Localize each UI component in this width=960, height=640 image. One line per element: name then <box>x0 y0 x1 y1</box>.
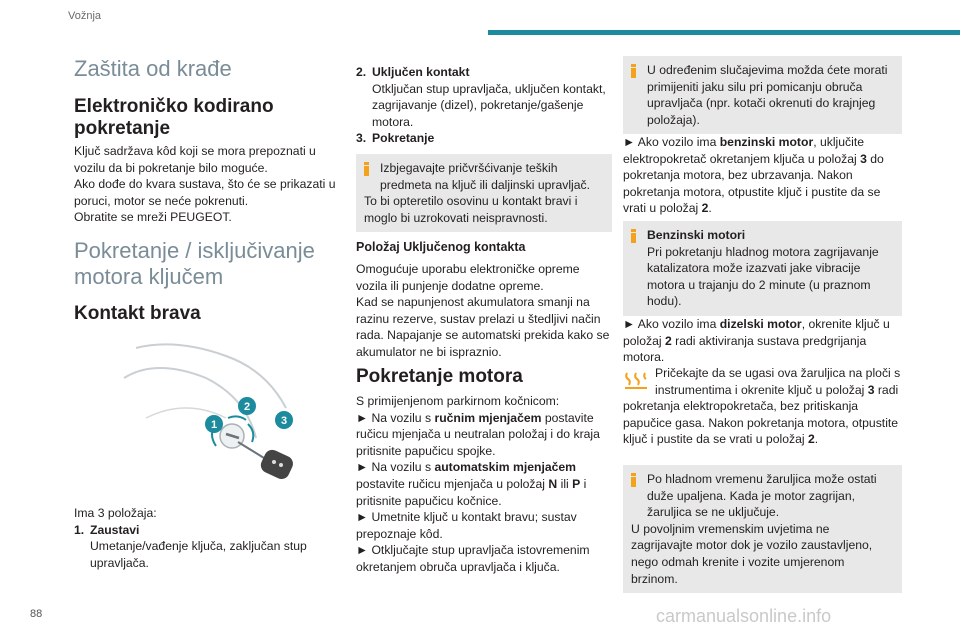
ignition-on-paragraph: Omogućuje uporabu elektroničke opreme vozila ili punjenje dodatne opreme. Kad se napunjenost akumulatora smanji na razinu rezerve, sustav prelazi u štedljivi način rada. Napajanje se automatski prekida kako se akumulator ne bi ispraznio. <box>356 262 610 359</box>
header-section: Vožnja <box>68 10 102 22</box>
remote-key-fob <box>258 447 295 481</box>
watermark: carmanualsonline.info <box>656 606 832 626</box>
heading-ignition-on-position: Položaj Uključenog kontakta <box>356 240 526 254</box>
steering-wheel-outline <box>136 344 286 408</box>
insert-key-step: ► Umetnite ključ u kontakt bravu; sustav prepoznaje kôd. <box>356 510 577 541</box>
positions-list-cont <box>356 64 612 147</box>
fob-button-2 <box>279 463 283 467</box>
note-heavy-objects: Izbjegavajte pričvršćivanje teških predmeta na ključ ili daljinski upravljač. To bi opteretilo osovinu u kontakt bravi i moglo bi uzrokovati neispravnosti. <box>356 154 612 232</box>
petrol-engine-step: ► Ako vozilo ima benzinski motor, uključite elektropokretač okretanjem ključa u položaj 3 do pokretanja motora, bez ubrzavanja. Nakon pokretanja motora, otpustite ključ i pustite da se vrati u položaj 2. <box>623 135 884 216</box>
positions-list <box>74 505 336 571</box>
key-shaft <box>238 442 264 458</box>
start-intro: S primijenjenom parkirnom kočnicom: <box>356 394 560 408</box>
callout-3: 3 <box>280 415 288 427</box>
heading-electronic-coded-start: Elektroničko kodirano pokretanje <box>74 96 274 139</box>
note-cold-weather: Po hladnom vremenu žaruljica može ostati duže upaljena. Kada je motor zagrijan, žaruljica se ne uključuje. U povoljnim vremenskim uvjetima ne zagrijavajte motor dok je vozilo zaustavljeno, nego odmah krenite i vozite umjerenom brzinom. <box>623 465 902 593</box>
title-theft-protection: Zaštita od krađe <box>74 56 232 81</box>
heading-engine-start: Pokretanje motora <box>356 366 523 387</box>
page-number: 88 <box>30 608 43 620</box>
position-2: 2. Uključen kontakt <box>356 65 470 79</box>
manual-gearbox-step: ► Na vozilu s ručnim mjenjačem postavite ručicu mjenjača u neutralan položaj i do kraja pritisnite papučicu spojke. <box>356 410 600 458</box>
fob-button-1 <box>272 460 276 464</box>
note-steering-force: U određenim slučajevima možda ćete morati primijeniti jaku silu pri pomicanju obruča upravljača (npr. kotači okrenuti do krajnjeg položaja). <box>623 56 902 134</box>
note-petrol-engines: Benzinski motori Pri pokretanju hladnog motora zagrijavanje katalizatora može izazvati jake vibracije motora u trajanju do 2 minute (u praznom hodu). <box>623 221 902 316</box>
glow-plug-warning-icon <box>623 367 649 391</box>
callout-2: 2 <box>243 401 251 413</box>
heading-ignition-switch: Kontakt brava <box>74 303 201 324</box>
info-icon <box>631 229 636 243</box>
title-start-stop-with-key: Pokretanje / isključivanje motora ključem <box>74 238 315 289</box>
position-1-text: Umetanje/vađenje ključa, zaključan stup upravljača. <box>90 539 307 570</box>
arrow-position-2 <box>228 416 246 420</box>
callout-1: 1 <box>210 419 218 431</box>
glow-plug-paragraph: Pričekajte da se ugasi ova žaruljica na ploči s instrumentima i okrenite ključ u položaj 3 radi pokretanja elektropokretača, bez pritiskanja papučice gasa. Nakon pokretanja motora, otpustite ključ i pustite da se vrati u položaj 2. <box>623 366 901 447</box>
ignition-switch-illustration <box>116 338 296 488</box>
diesel-engine-step: ► Ako vozilo ima dizelski motor, okrenite ključ u položaj 2 radi aktiviranja sustava predgrijanja motora. <box>623 317 890 365</box>
unlock-column-step: ► Otključajte stup upravljača istovremenim okretanjem obruča upravljača i ključa. <box>356 543 590 574</box>
info-icon <box>631 64 636 78</box>
auto-gearbox-step: ► Na vozilu s automatskim mjenjačem postavite ručicu mjenjača u položaj N ili P i pritisnite papučicu kočnice. <box>356 460 587 508</box>
info-icon <box>631 473 636 487</box>
position-3: 3. Pokretanje <box>356 131 435 146</box>
position-1: 1. Zaustavi <box>74 522 140 537</box>
header-accent-bar <box>488 30 960 35</box>
immobiliser-paragraph: Ključ sadržava kôd koji se mora prepoznati u vozilu da bi pokretanje bilo moguće. Ako dođe do kvara sustava, što će se prikazati u poruci, motor se neće pokrenuti. Obratite se mreži PEUGEOT. <box>74 144 336 225</box>
engine-start-steps <box>356 393 612 576</box>
info-icon <box>364 162 369 176</box>
position-2-text: Otključan stup upravljača, uključen kontakt, zagrijavanje (dizel), pokretanje/gašenje motora. <box>372 81 606 129</box>
positions-intro: Ima 3 položaja: <box>74 506 157 520</box>
